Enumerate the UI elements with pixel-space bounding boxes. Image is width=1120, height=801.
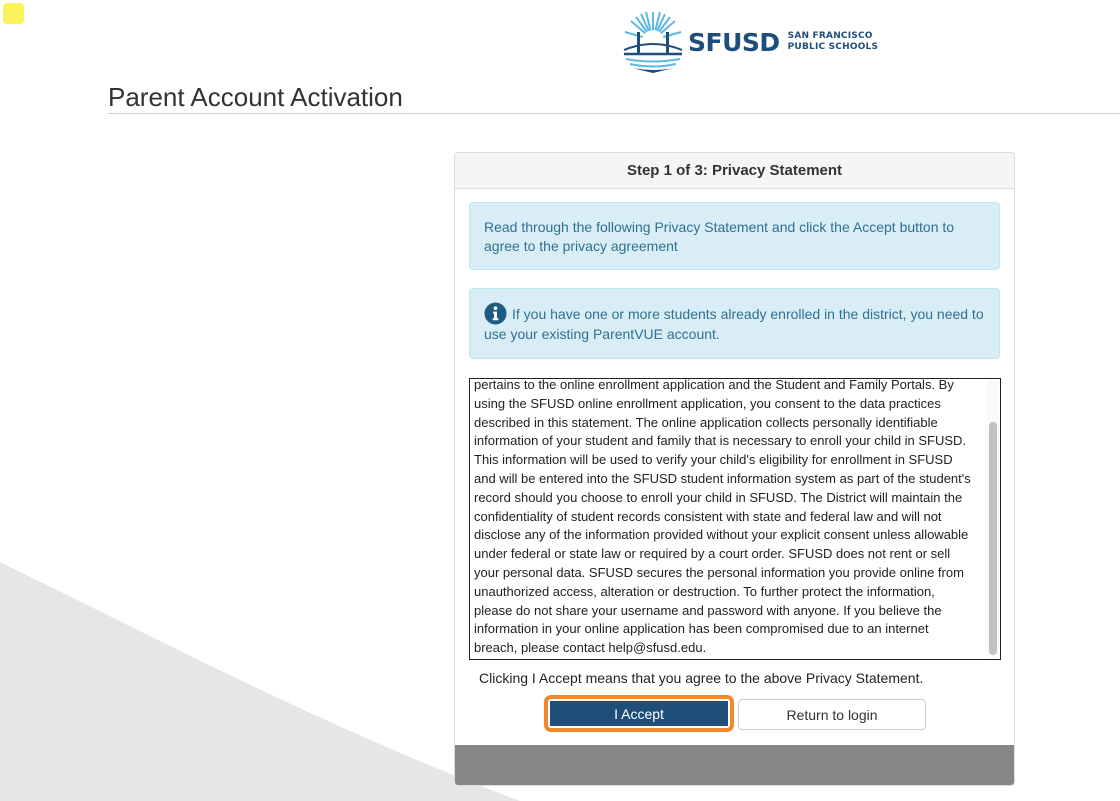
instructions-alert-text: Read through the following Privacy Statement and click the Accept button to agree to the privacy agreement	[484, 219, 955, 254]
privacy-line: using the SFUSD online enrollment application, you consent to the data practices	[474, 395, 941, 411]
privacy-statement-scrollbox[interactable]	[469, 378, 1001, 660]
privacy-line: please do not share your username and password with anyone. If you believe the	[474, 602, 942, 618]
return-to-login-button[interactable]: Return to login	[738, 699, 926, 730]
title-divider	[108, 113, 1120, 114]
panel-heading: Step 1 of 3: Privacy Statement	[455, 153, 1014, 189]
sfusd-logo[interactable]	[622, 10, 878, 74]
panel-footer	[455, 745, 1014, 785]
logo-subtitle-line2: PUBLIC SCHOOLS	[787, 42, 879, 52]
privacy-statement-text	[474, 378, 986, 658]
scrollbar-thumb[interactable]	[989, 422, 997, 655]
consent-text: Clicking I Accept means that you agree to the above Privacy Statement.	[479, 670, 924, 686]
privacy-line: unauthorized access, alteration or destruction. To further protect the information,	[474, 583, 935, 599]
info-circle-icon	[484, 302, 507, 325]
instructions-alert	[469, 202, 1000, 270]
logo-subtitle-line1: SAN FRANCISCO	[787, 31, 873, 41]
accept-button-focus-ring	[544, 695, 734, 732]
accept-button[interactable]: I Accept	[550, 701, 728, 726]
existing-account-alert-text: If you have one or more students already enrolled in the district, you need to use your existing ParentVUE account.	[484, 306, 984, 342]
privacy-line: record should you choose to enroll your child in SFUSD. The District will maintain the	[474, 489, 963, 505]
golden-gate-bridge-icon	[622, 10, 684, 74]
page-title: Parent Account Activation	[108, 82, 403, 112]
existing-account-alert	[469, 288, 1000, 359]
privacy-line: disclose any of the information provided without your explicit consent unless allowable	[474, 527, 969, 543]
privacy-line: information in your online application has been compromised due to an internet	[474, 621, 929, 637]
privacy-line: under federal or state law or required by a court order. SFUSD does not rent or sell	[474, 546, 951, 562]
logo-subtitle	[788, 31, 879, 53]
privacy-line: This information will be used to verify your child's eligibility for enrollment in SFUSD	[474, 452, 953, 468]
logo-wordmark: SFUSD	[688, 27, 780, 57]
corner-marker	[3, 3, 24, 24]
privacy-line: your personal data. SFUSD secures the personal information you provide online from	[474, 564, 964, 580]
privacy-panel	[454, 152, 1015, 786]
privacy-line: information of your student and family that is necessary to enroll your child in SFUSD.	[474, 433, 967, 449]
privacy-line: described in this statement. The online application collects personally identifiable	[474, 414, 938, 430]
privacy-line: breach, please contact help@sfusd.edu.	[474, 640, 707, 656]
privacy-line: and will be entered into the SFUSD student information system as part of the student's	[474, 470, 971, 486]
privacy-line: confidentiality of student records consistent with state and federal law and will not	[474, 508, 942, 524]
privacy-line: pertains to the online enrollment application and the Student and Family Portals. By	[474, 378, 954, 392]
